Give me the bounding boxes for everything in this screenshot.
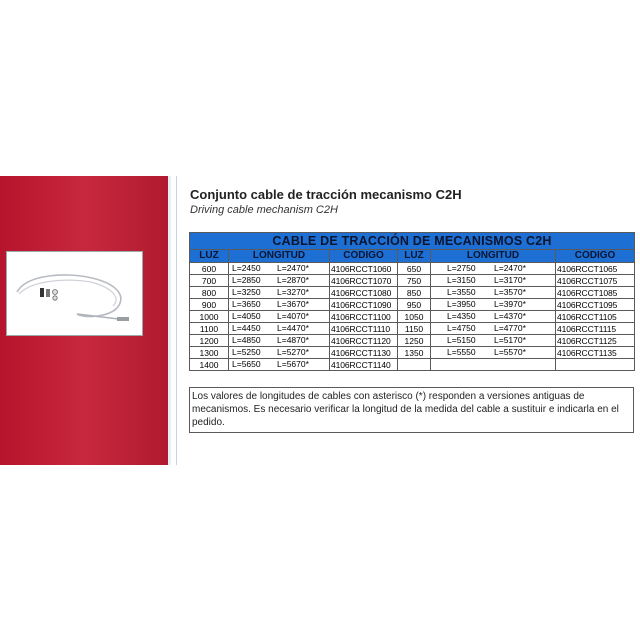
- column-header-codigo: CÓDIGO: [556, 250, 635, 263]
- length-value: L=3150: [447, 275, 476, 285]
- code-cell: 4106RCCT1060: [330, 263, 398, 275]
- longitud-cell: [431, 275, 556, 287]
- longitud-cell: [431, 347, 556, 359]
- code-cell: 4106RCCT1100: [330, 311, 398, 323]
- table-row: [190, 299, 635, 311]
- page-title: Conjunto cable de tracción mecanismo C2H: [190, 187, 462, 202]
- table-row: [190, 323, 635, 335]
- longitud-cell: [431, 287, 556, 299]
- code-cell: 4106RCCT1140: [330, 359, 398, 371]
- luz-cell: 700: [190, 275, 229, 287]
- luz-cell: 1300: [190, 347, 229, 359]
- longitud-cell: [229, 335, 330, 347]
- length-value: L=4350: [447, 311, 476, 321]
- column-header-luz: LUZ: [190, 250, 229, 263]
- longitud-cell: [229, 323, 330, 335]
- longitud-cell: [229, 287, 330, 299]
- longitud-cell: [229, 359, 330, 371]
- length-value: L=4050: [232, 311, 261, 321]
- code-cell: 4106RCCT1070: [330, 275, 398, 287]
- code-cell: 4106RCCT1095: [556, 299, 635, 311]
- longitud-cell: [431, 359, 556, 371]
- table-row: [190, 335, 635, 347]
- luz-cell: 1250: [398, 335, 431, 347]
- column-header-codigo: CÓDIGO: [330, 250, 398, 263]
- panel-divider: [168, 176, 171, 465]
- length-value: L=4750: [447, 323, 476, 333]
- length-old-value: L=5570*: [494, 347, 526, 357]
- length-old-value: L=4370*: [494, 311, 526, 321]
- luz-cell: 1350: [398, 347, 431, 359]
- table-row: [190, 263, 635, 275]
- table-row: [190, 347, 635, 359]
- length-value: L=3650: [232, 299, 261, 309]
- length-value: L=3550: [447, 287, 476, 297]
- code-cell: 4106RCCT1115: [556, 323, 635, 335]
- length-old-value: L=5270*: [277, 347, 309, 357]
- longitud-cell: [229, 299, 330, 311]
- code-cell: 4106RCCT1120: [330, 335, 398, 347]
- luz-cell: 650: [398, 263, 431, 275]
- length-value: L=4450: [232, 323, 261, 333]
- length-old-value: L=4070*: [277, 311, 309, 321]
- code-cell: 4106RCCT1105: [556, 311, 635, 323]
- longitud-cell: [229, 263, 330, 275]
- length-value: L=2450: [232, 263, 261, 273]
- longitud-cell: [229, 311, 330, 323]
- luz-cell: 1100: [190, 323, 229, 335]
- luz-cell: 750: [398, 275, 431, 287]
- length-old-value: L=2870*: [277, 275, 309, 285]
- luz-cell: 800: [190, 287, 229, 299]
- length-value: L=4850: [232, 335, 261, 345]
- code-cell: 4106RCCT1085: [556, 287, 635, 299]
- code-cell: 4106RCCT1110: [330, 323, 398, 335]
- code-cell: 4106RCCT1065: [556, 263, 635, 275]
- length-old-value: L=4870*: [277, 335, 309, 345]
- length-value: L=5250: [232, 347, 261, 357]
- length-old-value: L=4470*: [277, 323, 309, 333]
- column-header-longitud: LONGITUD: [229, 250, 330, 263]
- table-row: [190, 359, 635, 371]
- luz-cell: 850: [398, 287, 431, 299]
- longitud-cell: [431, 299, 556, 311]
- cable-table: [189, 232, 635, 371]
- length-value: L=3950: [447, 299, 476, 309]
- table-title: CABLE DE TRACCIÓN DE MECANISMOS C2H: [190, 233, 635, 250]
- length-value: L=2750: [447, 263, 476, 273]
- length-old-value: L=3670*: [277, 299, 309, 309]
- table-row: [190, 311, 635, 323]
- code-cell: 4106RCCT1090: [330, 299, 398, 311]
- length-old-value: L=2470*: [277, 263, 309, 273]
- length-value: L=5650: [232, 359, 261, 369]
- length-old-value: L=3570*: [494, 287, 526, 297]
- code-cell: 4106RCCT1080: [330, 287, 398, 299]
- luz-cell: 1050: [398, 311, 431, 323]
- luz-cell: [398, 359, 431, 371]
- table-row: [190, 275, 635, 287]
- length-old-value: L=3170*: [494, 275, 526, 285]
- footnote: Los valores de longitudes de cables con asterisco (*) responden a versiones antiguas de mecanismos. Es necesario verificar la longitud de la medida del cable a sustituir e indicarla en el pedido.: [189, 387, 634, 433]
- code-cell: [556, 359, 635, 371]
- length-old-value: L=3270*: [277, 287, 309, 297]
- length-value: L=3250: [232, 287, 261, 297]
- longitud-cell: [431, 323, 556, 335]
- page-subtitle: Driving cable mechanism C2H: [190, 204, 338, 216]
- longitud-cell: [431, 263, 556, 275]
- length-value: L=5150: [447, 335, 476, 345]
- column-header-luz: LUZ: [398, 250, 431, 263]
- luz-cell: 1200: [190, 335, 229, 347]
- code-cell: 4106RCCT1135: [556, 347, 635, 359]
- length-old-value: L=3970*: [494, 299, 526, 309]
- length-old-value: L=5170*: [494, 335, 526, 345]
- luz-cell: 900: [190, 299, 229, 311]
- luz-cell: 950: [398, 299, 431, 311]
- column-header-longitud: LONGITUD: [431, 250, 556, 263]
- length-value: L=2850: [232, 275, 261, 285]
- length-old-value: L=4770*: [494, 323, 526, 333]
- length-value: L=5550: [447, 347, 476, 357]
- code-cell: 4106RCCT1130: [330, 347, 398, 359]
- length-old-value: L=5670*: [277, 359, 309, 369]
- luz-cell: 1000: [190, 311, 229, 323]
- luz-cell: 1400: [190, 359, 229, 371]
- table-header-row: [190, 250, 635, 263]
- code-cell: 4106RCCT1125: [556, 335, 635, 347]
- panel-divider-line: [176, 176, 177, 465]
- table-row: [190, 287, 635, 299]
- code-cell: 4106RCCT1075: [556, 275, 635, 287]
- longitud-cell: [229, 347, 330, 359]
- length-old-value: L=2470*: [494, 263, 526, 273]
- longitud-cell: [229, 275, 330, 287]
- longitud-cell: [431, 335, 556, 347]
- luz-cell: 600: [190, 263, 229, 275]
- luz-cell: 1150: [398, 323, 431, 335]
- cable-product-photo: [6, 251, 143, 336]
- longitud-cell: [431, 311, 556, 323]
